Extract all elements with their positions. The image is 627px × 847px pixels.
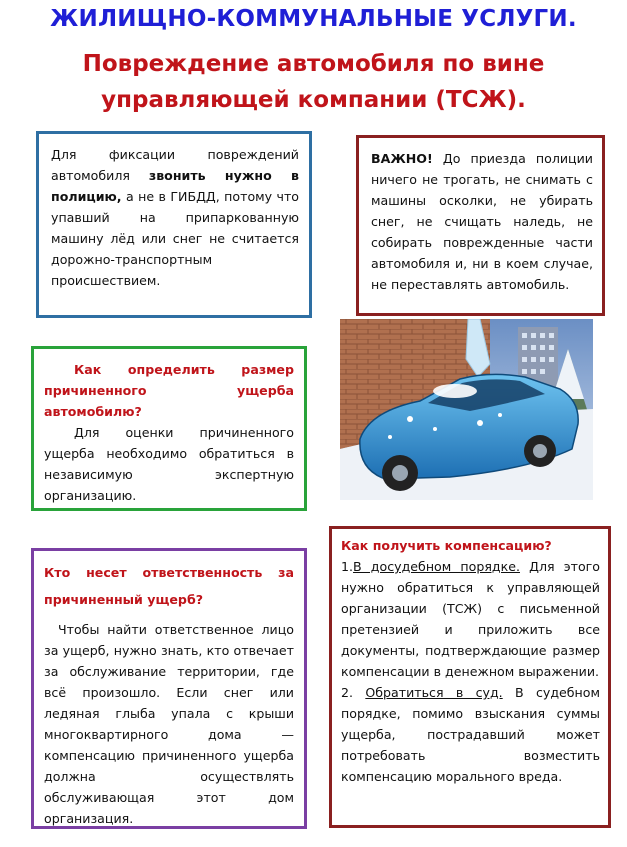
car-damaged-by-ice-illustration <box>340 319 593 500</box>
damage-assessment-box <box>31 346 307 511</box>
responsibility-question: Кто несет ответственность за причиненный ущерб? <box>44 565 294 607</box>
subtitle-line-1: Повреждение автомобиля по вине <box>82 51 545 77</box>
important-label: ВАЖНО! <box>371 151 433 166</box>
page-subtitle <box>0 46 627 118</box>
police-text-a: Для фиксации повреждений автомобиля <box>51 147 299 183</box>
damage-question: Как определить размер причиненного ущерба автомобилю? <box>44 362 294 419</box>
compensation-question: Как получить компенсацию? <box>341 538 552 553</box>
item-1-number: 1. <box>341 559 354 574</box>
item-2-text: В судебном порядке, помимо взыскания суммы ущерба, пострадавший может потребовать возместить компенсацию морального вреда. <box>341 685 600 784</box>
page-title: ЖИЛИЩНО-КОММУНАЛЬНЫЕ УСЛУГИ. <box>50 6 577 32</box>
damage-answer: Для оценки причиненного ущерба необходимо обратиться в независимую экспертную организацию. <box>44 425 294 503</box>
item-1-text: Для этого нужно обратиться к управляющей организации (ТСЖ) с письменной претензией и приложить все документы, подтверждающие размер компенсации в денежном выражении. <box>341 559 601 679</box>
important-box <box>356 135 605 316</box>
subtitle-line-2: управляющей компании (ТСЖ). <box>101 87 526 113</box>
item-1-label: В досудебном порядке. <box>353 559 520 574</box>
important-text: До приезда полиции ничего не трогать, не снимать с машины осколки, не убирать снег, не счищать наледь, не собирать поврежденные части автомобиля и, ни в коем случае, не переставлять автомобиль. <box>371 151 593 292</box>
police-text-b: а не в ГИБДД, потому что упавший на припаркованную машину лёд или снег не считается дорожно-транспортным происшествием. <box>51 189 299 288</box>
compensation-item-1 <box>341 556 600 682</box>
responsibility-box <box>31 548 307 829</box>
item-2-number: 2. <box>341 685 366 700</box>
compensation-box <box>329 526 611 828</box>
compensation-item-2 <box>341 682 600 787</box>
police-info-box <box>36 131 312 318</box>
police-text-bold: звонить нужно в полицию, <box>51 168 299 204</box>
item-2-label: Обратиться в суд. <box>365 685 503 700</box>
responsibility-answer: Чтобы найти ответственное лицо за ущерб, нужно знать, кто отвечает за обслуживание территории, где всё произошло. Если снег или ледяная глыба упала с крыши многоквартирного дома — компенсацию причиненного ущерба должна осуществлять обслуживающая этот дом организация. <box>44 622 294 826</box>
